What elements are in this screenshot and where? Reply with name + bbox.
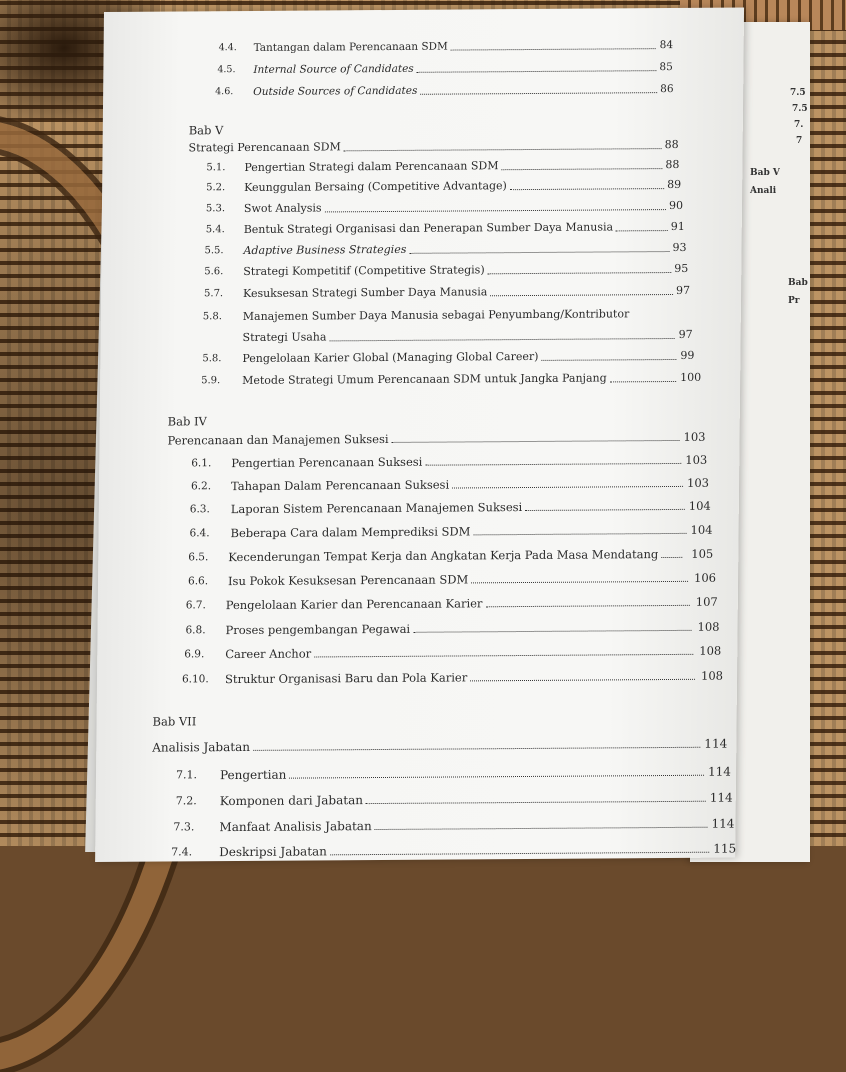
- section-number: 7.4.: [171, 845, 193, 859]
- page-number: 97: [678, 327, 693, 341]
- section-number: 6.8.: [185, 624, 206, 637]
- table-of-contents-page: [95, 8, 744, 862]
- toc-entry: [98, 521, 738, 543]
- toc-entry: [96, 789, 736, 811]
- section-title: Pengertian Strategi dalam Perencanaan SDM: [244, 159, 499, 175]
- section-number: 7.3.: [173, 820, 195, 834]
- page-number: 114: [704, 736, 728, 751]
- toc-entry: [100, 326, 740, 348]
- page-number: 104: [688, 498, 711, 513]
- section-title: Tahapan Dalam Perencanaan Suksesi: [230, 477, 450, 494]
- section-title: Pengertian: [219, 767, 287, 783]
- section-number: 5.8.: [202, 353, 222, 365]
- section-title: Deskripsi Jabatan: [219, 844, 328, 860]
- toc-entry: [98, 545, 738, 567]
- section-title: Pengertian Perencanaan Suksesi: [231, 454, 423, 471]
- toc-entry: [102, 218, 742, 240]
- leader-dots: [501, 168, 662, 170]
- toc-entry: [97, 618, 737, 640]
- section-title: Internal Source of Candidates: [253, 62, 414, 76]
- section-number: 4.6.: [215, 86, 234, 98]
- right-page-line: Bab: [788, 278, 808, 288]
- page-number: 103: [685, 452, 708, 467]
- toc-entry: [95, 815, 735, 837]
- toc-entry: [98, 593, 738, 615]
- toc-entry: [101, 282, 741, 304]
- section-title: Strategi Perencanaan SDM: [188, 140, 341, 155]
- page-number: 108: [699, 643, 722, 658]
- right-page-line: Pr: [788, 296, 800, 306]
- page-number: 93: [672, 240, 687, 255]
- section-title: Isu Pokok Kesuksesan Perencanaan SDM: [227, 572, 469, 589]
- section-title: Adaptive Business Strategies: [243, 242, 407, 258]
- right-page-line: 7.5: [792, 104, 808, 114]
- section-title: Kecenderungan Tempat Kerja dan Angkatan Kerja Pada Masa Mendatang: [228, 547, 659, 565]
- page-number: 95: [674, 261, 689, 275]
- toc-entry: [99, 451, 739, 473]
- leader-dots: [486, 605, 690, 607]
- section-number: 6.6.: [187, 575, 209, 588]
- leader-dots: [366, 801, 706, 804]
- leader-dots: [420, 92, 657, 95]
- page-number: 103: [687, 475, 710, 490]
- leader-dots: [330, 338, 675, 341]
- section-number: 5.8.: [202, 311, 222, 323]
- section-number: 4.5.: [217, 64, 236, 76]
- section-title: Pengelolaan Karier dan Perencanaan Karier: [225, 596, 483, 613]
- leader-dots: [471, 581, 688, 584]
- page-number: 107: [695, 594, 718, 609]
- page-number: 103: [683, 429, 706, 444]
- leader-dots: [416, 70, 656, 73]
- section-title: Swot Analysis: [243, 201, 322, 216]
- right-page-line: 7.5: [790, 88, 806, 98]
- leader-dots: [474, 533, 687, 535]
- toc-entry: [101, 260, 741, 282]
- leader-dots: [344, 148, 662, 151]
- toc-entry: [99, 497, 739, 519]
- section-number: 6.9.: [184, 648, 205, 661]
- toc-entry: [104, 36, 744, 58]
- right-page-line: 7.: [794, 120, 804, 130]
- leader-dots: [510, 188, 664, 190]
- page-number: 104: [690, 522, 713, 537]
- section-title: Manfaat Analisis Jabatan: [219, 819, 372, 835]
- leader-dots: [289, 775, 704, 779]
- toc-entry: [103, 80, 743, 102]
- section-number: 5.6.: [204, 266, 224, 278]
- leader-dots: [451, 48, 656, 50]
- section-title: Laporan Sistem Perencanaan Manajemen Suksesi: [230, 500, 523, 517]
- page-number: 114: [707, 764, 732, 779]
- toc-entry: [100, 347, 740, 369]
- page-number: 100: [680, 370, 702, 384]
- page-number: 85: [659, 61, 673, 74]
- section-number: 6.10.: [181, 673, 209, 686]
- toc-entry: [97, 667, 737, 689]
- page-number: 88: [665, 157, 680, 172]
- chapter-entry: [102, 136, 742, 158]
- chapter-entry: [96, 735, 736, 757]
- section-number: 6.3.: [189, 503, 210, 516]
- leader-dots: [314, 654, 693, 658]
- table-of-contents: [95, 8, 744, 862]
- section-number: 6.1.: [191, 457, 212, 470]
- toc-entry: [96, 763, 736, 785]
- page-number: 84: [659, 39, 674, 52]
- page-number: 97: [676, 283, 691, 297]
- section-number: 5.1.: [206, 162, 226, 174]
- page-number: 108: [700, 668, 724, 683]
- section-title: Tantangan dalam Perencanaan SDM: [253, 40, 448, 54]
- toc-entry: [102, 197, 742, 219]
- section-title: Kesuksesan Strategi Sumber Daya Manusia: [242, 285, 488, 301]
- toc-entry: [95, 840, 735, 862]
- page-number: 114: [709, 790, 733, 805]
- section-number: 6.7.: [185, 599, 206, 612]
- toc-entry: [101, 239, 741, 261]
- section-title: Manajemen Sumber Daya Manusia sebagai Penyumbang/Kontributor: [242, 307, 630, 324]
- section-number: 5.5.: [204, 245, 224, 257]
- page-number: 115: [713, 841, 737, 856]
- page-number: 89: [667, 177, 682, 192]
- leader-dots: [616, 230, 668, 231]
- chapter-entry: [99, 428, 739, 450]
- section-title: Keunggulan Bersaing (Competitive Advantage): [244, 179, 507, 195]
- section-title: Career Anchor: [225, 646, 312, 662]
- section-title: Strategi Usaha: [242, 330, 327, 345]
- leader-dots: [490, 294, 673, 296]
- section-number: 6.5.: [188, 551, 209, 564]
- section-title: Pengelolaan Karier Global (Managing Global Career): [242, 349, 539, 366]
- leader-dots: [330, 852, 709, 856]
- page-number: 106: [694, 570, 717, 585]
- toc-entry: [103, 58, 743, 80]
- leader-dots: [470, 679, 695, 682]
- leader-dots: [487, 272, 671, 274]
- section-number: 7.1.: [175, 768, 198, 782]
- leader-dots: [409, 251, 669, 254]
- page-number: 99: [680, 348, 695, 362]
- leader-dots: [374, 827, 707, 830]
- leader-dots: [325, 209, 666, 212]
- leader-dots: [414, 630, 692, 633]
- right-page-line: Anali: [750, 186, 777, 196]
- section-title: Analisis Jabatan: [152, 739, 251, 755]
- page-number: 105: [691, 546, 714, 561]
- chapter-label: Bab VII: [152, 714, 197, 729]
- section-number: 5.4.: [205, 224, 225, 236]
- leader-dots: [661, 557, 682, 558]
- section-title: Perencanaan dan Manajemen Suksesi: [167, 431, 389, 448]
- toc-entry: [98, 569, 738, 591]
- section-title: Outside Sources of Candidates: [253, 84, 418, 98]
- leader-dots: [425, 463, 681, 466]
- toc-entry: [97, 642, 737, 664]
- section-number: 5.7.: [203, 288, 224, 300]
- leader-dots: [452, 486, 683, 489]
- leader-dots: [253, 747, 700, 751]
- section-title: Bentuk Strategi Organisasi dan Penerapan Sumber Daya Manusia: [243, 220, 614, 237]
- section-title: Komponen dari Jabatan: [219, 793, 364, 809]
- section-number: 5.3.: [205, 203, 226, 215]
- leader-dots: [541, 359, 676, 361]
- toc-entry: [99, 474, 739, 496]
- page-number: 114: [711, 816, 735, 831]
- page-number: 90: [668, 198, 684, 213]
- leader-dots: [525, 509, 685, 511]
- toc-entry: [100, 369, 740, 391]
- section-number: 5.9.: [201, 375, 221, 387]
- leader-dots: [610, 381, 676, 382]
- section-title: Struktur Organisasi Baru dan Pola Karier: [224, 670, 468, 687]
- right-page-line: 7: [796, 136, 803, 146]
- section-title: Beberapa Cara dalam Memprediksi SDM: [230, 524, 471, 541]
- right-page-line: Bab V: [750, 168, 780, 178]
- chapter-label: Bab IV: [167, 414, 207, 429]
- section-number: 7.2.: [175, 794, 197, 808]
- section-number: 5.2.: [206, 182, 226, 194]
- toc-entry: [101, 305, 741, 327]
- section-title: Strategi Kompetitif (Competitive Strategis): [243, 263, 485, 279]
- section-title: Proses pengembangan Pegawai: [225, 621, 411, 638]
- page-number: 108: [697, 619, 720, 634]
- page-number: 86: [660, 83, 674, 96]
- chapter-label: Bab V: [188, 123, 224, 138]
- toc-entry: [102, 156, 742, 178]
- leader-dots: [391, 440, 679, 443]
- section-number: 4.4.: [218, 42, 237, 54]
- section-number: 6.4.: [189, 527, 210, 540]
- page-number: 88: [664, 137, 679, 152]
- page-number: 91: [670, 219, 685, 234]
- section-number: 6.2.: [190, 480, 212, 493]
- toc-entry: [102, 176, 742, 198]
- section-title: Metode Strategi Umum Perencanaan SDM untuk Jangka Panjang: [242, 371, 607, 387]
